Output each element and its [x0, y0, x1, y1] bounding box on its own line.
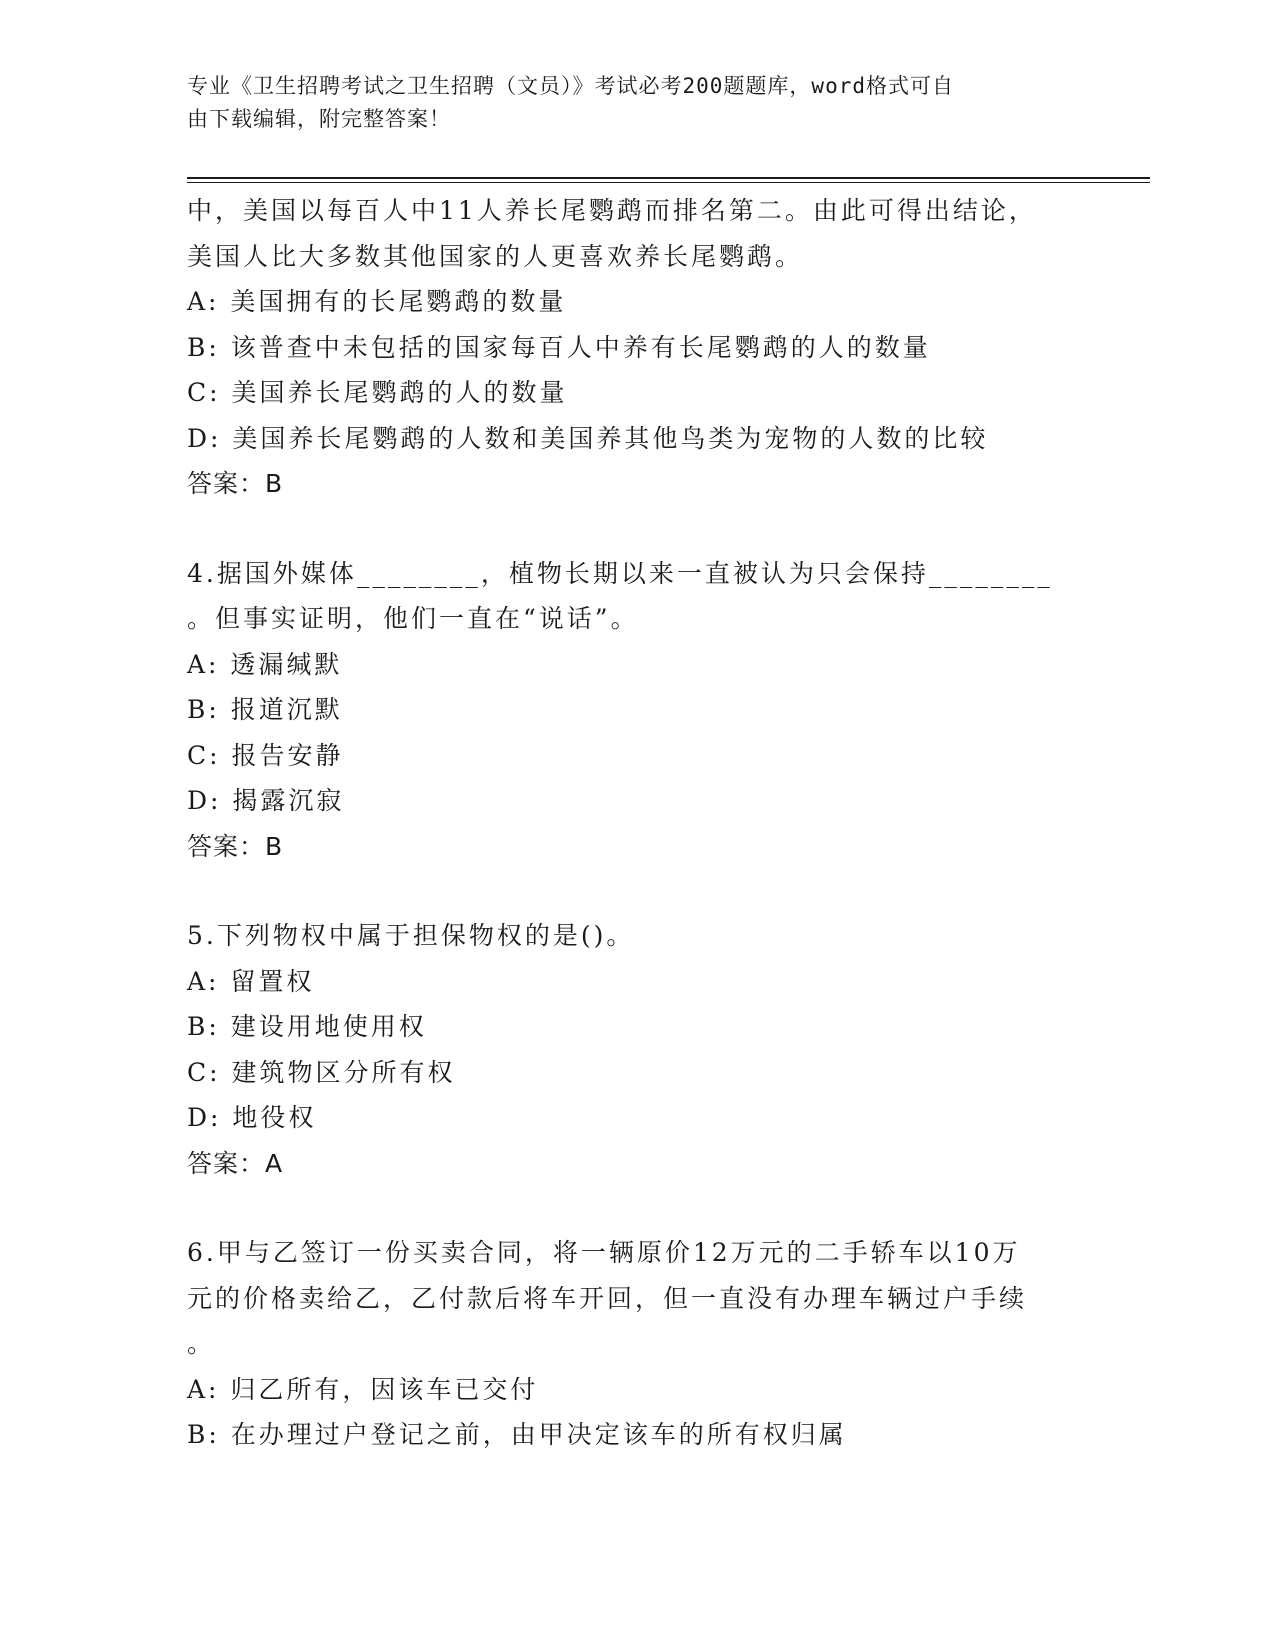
option-c: C: 美国养长尾鹦鹉的人的数量 [187, 378, 568, 407]
question-stem-line: 元的价格卖给乙，乙付款后将车开回，但一直没有办理车辆过户手续 [187, 1283, 1028, 1313]
option-d: D: 美国养长尾鹦鹉的人数和美国养其他鸟类为宠物的人数的比较 [187, 423, 989, 453]
option-a: A: 美国拥有的长尾鹦鹉的数量 [187, 287, 567, 316]
question-stem-line: 美国人比大多数其他国家的人更喜欢养长尾鹦鹉。 [187, 241, 804, 271]
question-3 [187, 188, 1067, 507]
question-6 [187, 1230, 1067, 1458]
answer-line: 答案：B [187, 831, 284, 861]
question-stem-line: 4.据国外媒体________，植物长期以来一直被认为只会保持________ [187, 558, 1053, 588]
question-stem-line: 6.甲与乙签订一份买卖合同，将一辆原价12万元的二手轿车以10万 [187, 1238, 1021, 1267]
option-d: D: 揭露沉寂 [187, 786, 345, 815]
header-line-2: 由下载编辑，附完整答案！ [187, 107, 451, 131]
question-content [187, 188, 1067, 1458]
question-stem-line: 。但事实证明，他们一直在“说话”。 [187, 604, 639, 633]
option-d: D: 地役权 [187, 1103, 317, 1132]
question-stem-line: 5.下列物权中属于担保物权的是()。 [187, 921, 635, 950]
option-a: A: 透漏缄默 [187, 649, 343, 679]
option-b: B: 在办理过户登记之前，由甲决定该车的所有权归属 [187, 1420, 847, 1449]
option-b: B: 建设用地使用权 [187, 1012, 427, 1041]
option-c: C: 建筑物区分所有权 [187, 1057, 456, 1087]
question-spacer [187, 1186, 1067, 1230]
option-c: C: 报告安静 [187, 740, 344, 770]
answer-line: 答案：A [187, 1148, 284, 1178]
answer-line: 答案：B [187, 469, 284, 498]
header-rule-thin [187, 182, 1150, 183]
question-5 [187, 913, 1067, 1186]
option-b: B: 该普查中未包括的国家每百人中养有长尾鹦鹉的人的数量 [187, 332, 931, 362]
option-a: A: 归乙所有，因该车已交付 [187, 1374, 539, 1404]
question-spacer [187, 869, 1067, 913]
header-rule-thick [187, 177, 1150, 179]
option-b: B: 报道沉默 [187, 695, 343, 724]
question-spacer [187, 507, 1067, 551]
question-stem-line: 。 [187, 1329, 216, 1358]
question-4 [187, 551, 1067, 870]
question-stem-line: 中，美国以每百人中11人养长尾鹦鹉而排名第二。由此可得出结论， [187, 196, 1037, 225]
header-line-1: 专业《卫生招聘考试之卫生招聘（文员）》考试必考200题题库，word格式可自 [187, 74, 954, 98]
page-header [187, 70, 1067, 136]
option-a: A: 留置权 [187, 966, 315, 996]
